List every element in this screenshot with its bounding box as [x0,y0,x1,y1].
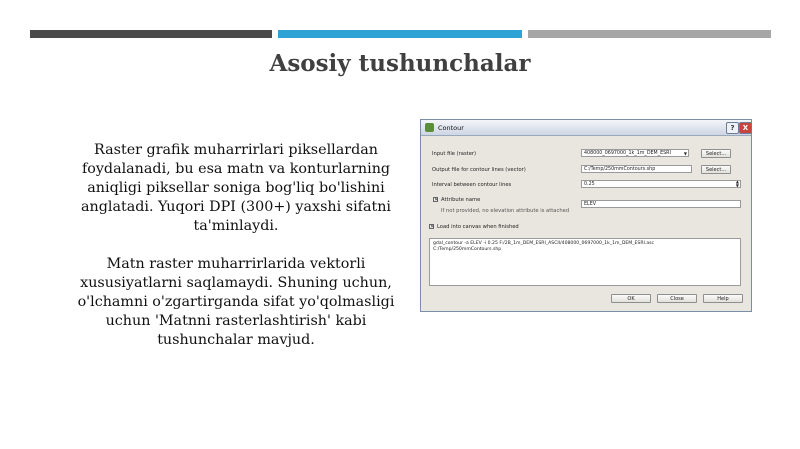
contour-dialog [420,119,752,312]
header-bar-blue [278,30,522,38]
interval-spinbox[interactable] [581,180,741,188]
select-input-button[interactable]: Select... [701,149,731,158]
chevron-down-icon: ▼ [683,151,687,156]
output-file-field[interactable]: C:/Temp/250mmContours.shp [581,165,692,173]
input-file-select[interactable] [581,149,689,157]
command-textarea[interactable]: gdal_contour -a ELEV -i 0.25 F:/2B_1m_DEM_ESRI_ASCII/408000_0697000_1k_1m_DEM_ESRI.asc C:/Temp/250mmContours.shp [429,238,741,286]
input-file-value: 408000_0697000_1k_1m_DEM_ESRI [584,151,671,156]
load-canvas-checkbox[interactable]: ✕ [430,224,435,230]
dialog-title: Contour [438,124,464,132]
output-file-label: Output file for contour lines (vector) [432,167,526,173]
slide-body [72,141,400,369]
header-bar-dark [30,30,272,38]
attribute-checkbox[interactable]: ✕ [434,197,439,203]
close-icon[interactable]: X [739,122,752,134]
spin-arrows-icon: ▲ ▼ [735,180,739,188]
ok-button[interactable]: OK [611,294,651,303]
help-button[interactable]: Help [703,294,743,303]
attribute-field[interactable]: ELEV [581,200,741,208]
help-icon[interactable]: ? [726,122,739,134]
attribute-label: Attribute name [441,197,481,203]
select-output-button[interactable]: Select... [701,165,731,174]
dialog-titlebar [421,120,751,136]
close-button[interactable]: Close [657,294,697,303]
app-icon [425,123,434,132]
interval-label: Interval between contour lines [432,182,512,188]
slide-title: Asosiy tushunchalar [269,50,531,77]
input-file-label: Input file (raster) [432,151,477,157]
paragraph-text: Matn raster muharrirlarida vektorli xususiyatlarni saqlamaydi. Shuning uchun, o'lchamni o'zgartirganda sifat yo'qolmasligi uchun 'Matnni rasterlashtirish' kabi tushunchalar mavjud. [77,256,395,348]
load-canvas-label: Load into canvas when finished [437,224,519,230]
interval-value: 0.25 [584,182,595,187]
paragraph-raster: Raster grafik muharrirlari piksellardan foydalanadi, bu esa matn va konturlarning aniqligi piksellar soniga bog'liq bo'lishini anglatadi. Yuqori DPI (300+) yaxshi sifatni ta'minlaydi. [81,142,391,234]
attribute-hint: If not provided, no elevation attribute is attached [441,208,570,214]
header-bar-gray [528,30,771,38]
